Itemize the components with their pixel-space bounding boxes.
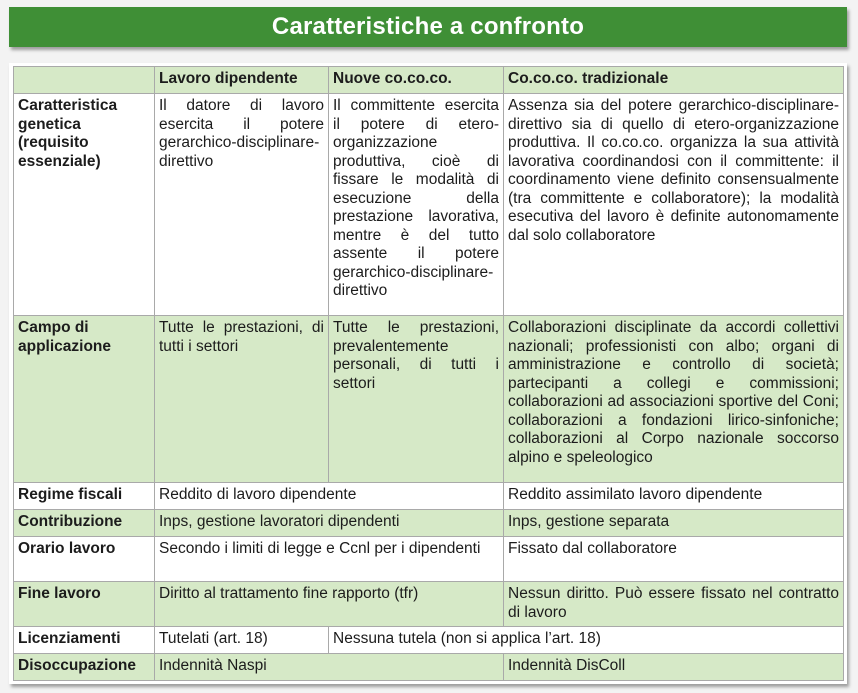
cell-campo-tradizionale: Collaborazioni disciplinate da accordi collettivi nazionali; professionisti con albo; organi di amministrazione e controllo di società; partecipanti a collegi e commissioni; collaborazioni ad associazioni sportive del Coni; collaborazioni a fondazioni lirico-sinfoniche; collaborazioni al Corpo nazionale soccorso alpino e speleologico	[504, 316, 844, 483]
header-nuove-cococo: Nuove co.co.co.	[329, 67, 504, 94]
cell-licenziamenti-lavoro-dipendente: Tutelati (art. 18)	[155, 627, 329, 654]
table-header-row	[14, 67, 844, 94]
cell-regime-shared: Reddito di lavoro dipendente	[155, 483, 504, 510]
table-row-caratteristica	[14, 94, 844, 316]
cell-campo-lavoro-dipendente: Tutte le prestazioni, di tutti i settori	[155, 316, 329, 483]
row-label-disoccupazione: Disoccupazione	[14, 654, 155, 681]
row-label-campo: Campo di applicazione	[14, 316, 155, 483]
cell-caratteristica-tradizionale: Assenza sia del potere gerarchico-disciplinare-direttivo sia di quello di etero-organizzazione produttiva. Il co.co.co. organizza la sua attività lavorativa coordinandosi con il committente: il coordinamento viene definito consensualmente (tra committente e collaboratore); la modalità esecutiva del lavoro è definite autonomamente dal solo collaboratore	[504, 94, 844, 316]
table-row-regime	[14, 483, 844, 510]
header-cococo-tradizionale: Co.co.co. tradizionale	[504, 67, 844, 94]
page-title: Caratteristiche a confronto	[9, 7, 847, 47]
cell-disoccupazione-tradizionale: Indennità DisColl	[504, 654, 844, 681]
table-row-licenziamenti	[14, 627, 844, 654]
cell-contribuzione-tradizionale: Inps, gestione separata	[504, 510, 844, 537]
cell-licenziamenti-others: Nessuna tutela (non si applica l’art. 18)	[329, 627, 844, 654]
row-label-licenziamenti: Licenziamenti	[14, 627, 155, 654]
row-label-contribuzione: Contribuzione	[14, 510, 155, 537]
comparison-table	[13, 66, 844, 681]
header-empty-cell	[14, 67, 155, 94]
cell-orario-tradizionale: Fissato dal collaboratore	[504, 537, 844, 582]
cell-fine-tradizionale: Nessun diritto. Può essere fissato nel contratto di lavoro	[504, 582, 844, 627]
comparison-panel	[9, 63, 847, 684]
cell-campo-nuove: Tutte le prestazioni, prevalentemente personali, di tutti i settori	[329, 316, 504, 483]
table-row-orario	[14, 537, 844, 582]
cell-caratteristica-nuove: Il committente esercita il potere di etero-organizzazione produttiva, cioè di fissare le modalità di esecuzione della prestazione lavorativa, mentre è del tutto assente il potere gerarchico-disciplinare-direttivo	[329, 94, 504, 316]
cell-disoccupazione-shared: Indennità Naspi	[155, 654, 504, 681]
cell-fine-shared: Diritto al trattamento fine rapporto (tfr)	[155, 582, 504, 627]
row-label-regime: Regime fiscali	[14, 483, 155, 510]
cell-regime-tradizionale: Reddito assimilato lavoro dipendente	[504, 483, 844, 510]
row-label-fine: Fine lavoro	[14, 582, 155, 627]
table-row-campo	[14, 316, 844, 483]
cell-caratteristica-lavoro-dipendente: Il datore di lavoro esercita il potere gerarchico-disciplinare-direttivo	[155, 94, 329, 316]
header-lavoro-dipendente: Lavoro dipendente	[155, 67, 329, 94]
cell-contribuzione-shared: Inps, gestione lavoratori dipendenti	[155, 510, 504, 537]
table-row-fine	[14, 582, 844, 627]
cell-orario-shared: Secondo i limiti di legge e Ccnl per i dipendenti	[155, 537, 504, 582]
table-row-contribuzione	[14, 510, 844, 537]
row-label-orario: Orario lavoro	[14, 537, 155, 582]
row-label-caratteristica: Caratteristica genetica (requisito essenziale)	[14, 94, 155, 316]
table-row-disoccupazione	[14, 654, 844, 681]
